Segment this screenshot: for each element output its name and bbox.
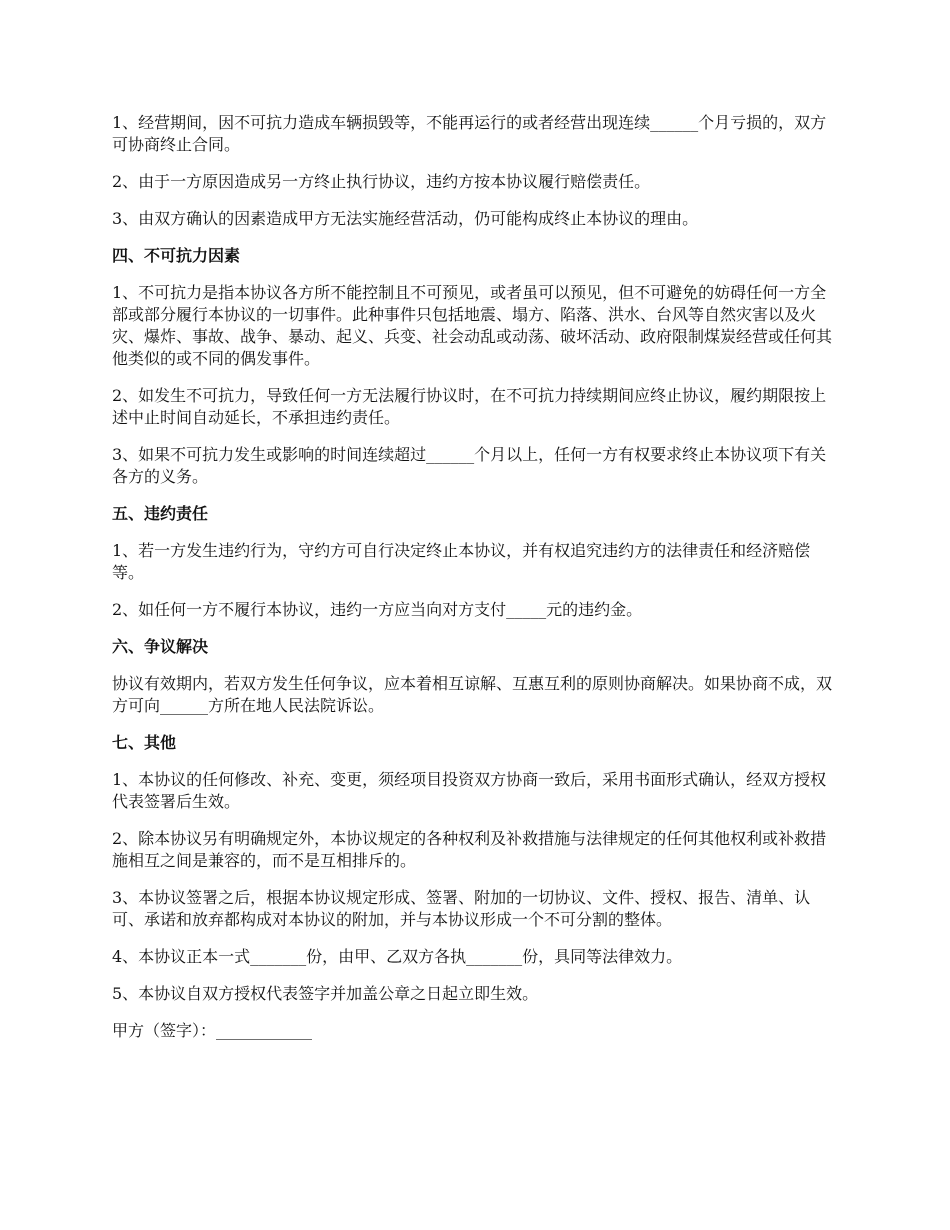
clause-paragraph: 3、由双方确认的因素造成甲方无法实施经营活动，仍可能构成终止本协议的理由。	[112, 209, 699, 228]
clause-paragraph: 协议有效期内，若双方发生任何争议，应本着相互谅解、互惠互利的原则协商解决。如果协商不成，双方可向______方所在地人民法院诉讼。	[112, 674, 833, 715]
clause-paragraph: 2、如发生不可抗力，导致任何一方无法履行协议时，在不可抗力持续期间应终止协议，履约期限按上述中止时间自动延长，不承担违约责任。	[112, 386, 827, 427]
section-heading-force-majeure: 四、不可抗力因素	[112, 246, 241, 265]
section-heading-dispute: 六、争议解决	[112, 637, 209, 656]
section-heading-breach: 五、违约责任	[112, 504, 209, 523]
clause-paragraph: 5、本协议自双方授权代表签字并加盖公章之日起立即生效。	[112, 984, 539, 1003]
clause-paragraph: 1、若一方发生违约行为，守约方可自行决定终止本协议，并有权追究违约方的法律责任和经济赔偿等。	[112, 541, 811, 582]
clause-paragraph: 1、经营期间，因不可抗力造成车辆损毁等，不能再运行的或者经营出现连续______个月亏损的，双方可协商终止合同。	[112, 113, 827, 154]
clause-paragraph: 2、由于一方原因造成另一方终止执行协议，违约方按本协议履行赔偿责任。	[112, 172, 651, 191]
document-page	[112, 112, 842, 1057]
clause-paragraph: 2、除本协议另有明确规定外，本协议规定的各种权利及补救措施与法律规定的任何其他权利或补救措施相互之间是兼容的，而不是互相排斥的。	[112, 829, 827, 870]
clause-paragraph: 2、如任何一方不履行本协议，违约一方应当向对方支付_____元的违约金。	[112, 600, 643, 619]
clause-paragraph: 1、本协议的任何修改、补充、变更，须经项目投资双方协商一致后，采用书面形式确认，经双方授权代表签署后生效。	[112, 770, 827, 811]
section-heading-other: 七、其他	[112, 733, 177, 752]
signature-line-party-a: 甲方（签字）：____________	[112, 1021, 313, 1040]
clause-paragraph: 3、如果不可抗力发生或影响的时间连续超过______个月以上，任何一方有权要求终止本协议项下有关各方的义务。	[112, 445, 827, 486]
clause-paragraph: 3、本协议签署之后，根据本协议规定形成、签署、附加的一切协议、文件、授权、报告、清单、认可、承诺和放弃都构成对本协议的附加，并与本协议形成一个不可分割的整体。	[112, 888, 811, 929]
clause-paragraph: 4、本协议正本一式_______份，由甲、乙双方各执_______份，具同等法律效力。	[112, 947, 683, 966]
clause-paragraph: 1、不可抗力是指本协议各方所不能控制且不可预见，或者虽可以预见，但不可避免的妨碍任何一方全部或部分履行本协议的一切事件。此种事件只包括地震、塌方、陷落、洪水、台风等自然灾害以及火灾、爆炸、事故、战争、暴动、起义、兵变、社会动乱或动荡、破坏活动、政府限制煤炭经营或任何其他类似的或不同的偶发事件。	[112, 283, 833, 368]
